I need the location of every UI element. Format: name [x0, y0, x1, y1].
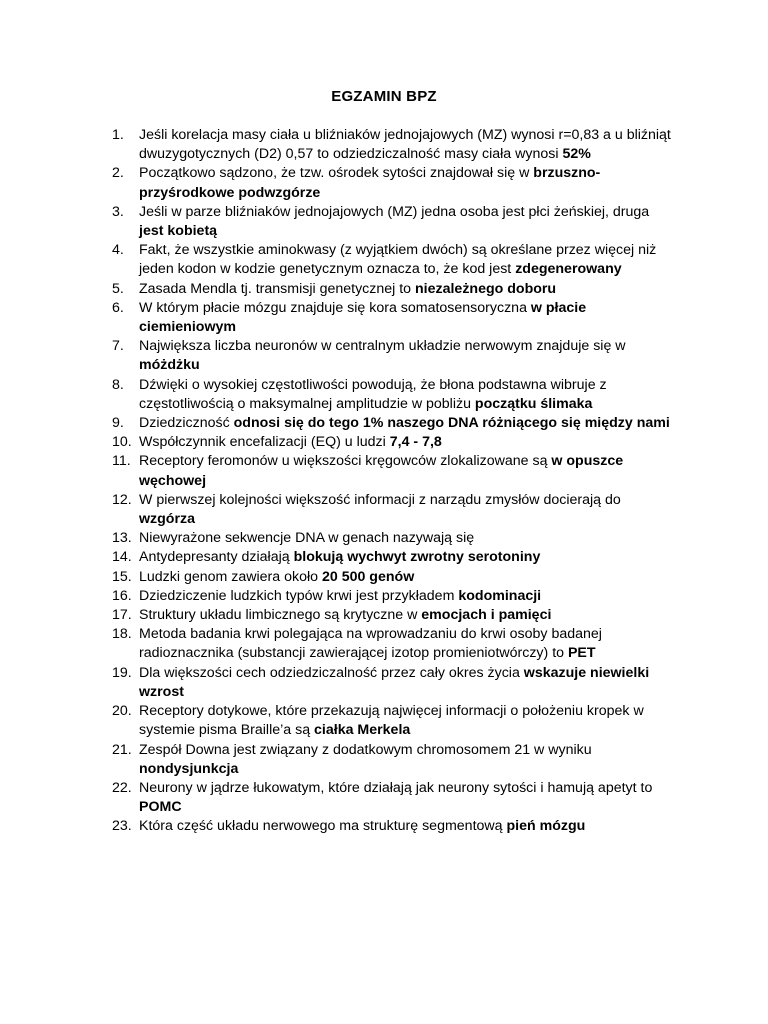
question-answer: w opuszce węchowej	[139, 453, 624, 489]
question-number: 7.	[112, 338, 124, 355]
question-answer: jest kobietą	[139, 223, 218, 240]
question-item	[112, 433, 672, 452]
question-number: 3.	[112, 203, 124, 220]
question-number: 16.	[112, 587, 132, 604]
question-prompt: Zasada Mendla tj. transmisji genetycznej to	[139, 280, 415, 297]
question-number: 15.	[112, 568, 132, 585]
question-number: 18.	[112, 626, 132, 643]
question-answer: blokują wychwyt zwrotny serotoniny	[293, 549, 541, 566]
question-number: 8.	[112, 376, 124, 393]
question-item	[112, 741, 672, 779]
question-answer: 20 500 genów	[321, 568, 415, 585]
question-item	[112, 664, 672, 702]
question-number: 10.	[112, 434, 132, 451]
question-text	[139, 530, 474, 546]
question-item	[112, 241, 672, 279]
question-prompt: Która część układu nerwowego ma strukturę segmentową	[139, 818, 507, 835]
question-number: 22.	[112, 779, 132, 796]
question-text	[139, 338, 626, 373]
question-item	[112, 702, 672, 740]
question-prompt: Fakt, że wszystkie aminokwasy (z wyjątkiem dwóch) są określane przez więcej niż jeden kodon w kodzie genetycznym oznacza to, że kod jest	[139, 242, 657, 278]
question-item	[112, 587, 672, 606]
question-text	[139, 127, 671, 162]
question-text	[139, 569, 414, 585]
question-text	[139, 818, 585, 834]
question-answer: brzuszno-przyśrodkowe podwzgórze	[139, 165, 601, 201]
question-prompt: Metoda badania krwi polegająca na wprowadzaniu do krwi osoby badanej radioznacznika (substancji zawierającej izotop promieniotwórczy) to	[139, 626, 602, 662]
question-prompt: Dla większości cech odziedziczalność przez cały okres życia	[139, 664, 524, 681]
question-prompt: Niewyrażone sekwencje DNA w genach nazywają się	[139, 530, 475, 547]
question-item	[112, 164, 672, 202]
question-answer: początku ślimaka	[474, 395, 593, 412]
question-text	[139, 453, 623, 488]
question-answer: wskazuje niewielki wzrost	[139, 664, 650, 700]
question-text	[139, 415, 670, 431]
question-prompt: Dziedziczność	[139, 415, 234, 432]
question-number: 11.	[112, 453, 131, 470]
question-item	[112, 414, 672, 433]
question-text	[139, 588, 541, 604]
question-item	[112, 203, 672, 241]
question-list	[112, 126, 672, 837]
page-title: EGZAMIN BPZ	[331, 88, 437, 105]
question-text	[139, 607, 551, 623]
question-prompt: Struktury układu limbicznego są krytyczne w	[139, 607, 422, 624]
question-text	[139, 281, 556, 297]
question-item	[112, 491, 672, 529]
question-item	[112, 548, 672, 567]
question-item	[112, 606, 672, 625]
question-number: 13.	[112, 530, 132, 547]
question-item	[112, 376, 672, 414]
question-prompt: Dziedziczenie ludzkich typów krwi jest przykładem	[139, 587, 459, 604]
question-number: 6.	[112, 299, 124, 316]
question-item	[112, 337, 672, 375]
question-text	[139, 300, 586, 335]
question-answer: emocjach i pamięci	[421, 607, 552, 624]
question-number: 5.	[112, 280, 124, 297]
question-item	[112, 817, 672, 836]
question-prompt: Współczynnik encefalizacji (EQ) u ludzi	[139, 434, 390, 451]
question-item	[112, 625, 672, 663]
question-text	[139, 434, 442, 450]
question-item	[112, 126, 672, 164]
question-number: 14.	[112, 549, 132, 566]
question-answer: zdegenerowany	[515, 261, 622, 278]
question-number: 2.	[112, 165, 124, 182]
question-text	[139, 665, 649, 700]
question-answer: niezależnego doboru	[415, 280, 557, 297]
question-answer: ciałka Merkela	[314, 722, 411, 739]
question-text	[139, 549, 540, 565]
question-prompt: Dźwięki o wysokiej częstotliwości powodują, że błona podstawna wibruje z częstotliwością o maksymalnej amplitudzie w pobliżu	[139, 376, 607, 412]
question-answer: móżdżku	[139, 357, 200, 374]
question-prompt: Receptory dotykowe, które przekazują najwięcej informacji o położeniu kropek w systemie pisma Braille’a są	[139, 703, 644, 739]
question-item	[112, 452, 672, 490]
question-answer: kodominacji	[458, 587, 542, 604]
question-number: 17.	[112, 607, 132, 624]
question-answer: pień mózgu	[506, 818, 586, 835]
question-number: 4.	[112, 242, 124, 259]
question-text	[139, 377, 607, 412]
question-prompt: Neurony w jądrze łukowatym, które działają jak neurony sytości i hamują apetyt to	[139, 779, 653, 796]
question-prompt: Jeśli korelacja masy ciała u bliźniaków jednojajowych (MZ) wynosi r=0,83 a u bliźniąt dwuzygotycznych (D2) 0,57 to odziedziczalność masy ciała wynosi	[139, 127, 671, 163]
question-item	[112, 779, 672, 817]
question-prompt: Początkowo sądzono, że tzw. ośrodek sytości znajdował się w	[139, 165, 534, 182]
question-number: 12.	[112, 491, 132, 508]
question-item	[112, 280, 672, 299]
question-text	[139, 492, 621, 527]
question-prompt: Receptory feromonów u większości kręgowców zlokalizowane są	[139, 453, 552, 470]
question-text	[139, 165, 600, 200]
question-prompt: Antydepresanty działają	[139, 549, 294, 566]
question-item	[112, 529, 672, 548]
question-item	[112, 299, 672, 337]
question-number: 23.	[112, 818, 132, 835]
question-text	[139, 742, 592, 777]
question-number: 21.	[112, 741, 132, 758]
question-answer: nondysjunkcja	[139, 760, 239, 777]
question-answer: 52%	[562, 146, 591, 163]
question-answer: PET	[567, 645, 596, 662]
question-answer: w płacie ciemieniowym	[139, 299, 587, 336]
question-prompt: W pierwszej kolejności większość informacji z narządu zmysłów docierają do	[139, 491, 621, 508]
question-answer: 7,4 - 7,8	[389, 434, 442, 451]
question-text	[139, 780, 652, 815]
question-text	[139, 626, 602, 661]
question-prompt: Zespół Downa jest związany z dodatkowym chromosomem 21 w wyniku	[139, 741, 592, 758]
question-number: 9.	[112, 415, 124, 432]
question-answer: wzgórza	[139, 511, 195, 528]
question-answer: odnosi się do tego 1% naszego DNA różniącego się między nami	[233, 415, 670, 432]
question-prompt: W którym płacie mózgu znajduje się kora somatosensoryczna	[139, 299, 531, 316]
question-text	[139, 242, 656, 277]
question-prompt: Największa liczba neuronów w centralnym układzie nerwowym znajduje się w	[139, 338, 626, 355]
question-text	[139, 204, 649, 239]
question-answer: POMC	[139, 799, 182, 816]
question-prompt: Jeśli w parze bliźniaków jednojajowych (MZ) jedna osoba jest płci żeńskiej, druga	[139, 203, 650, 220]
question-text	[139, 703, 644, 738]
question-number: 19.	[112, 664, 132, 681]
question-number: 1.	[112, 127, 124, 143]
question-number: 20.	[112, 703, 132, 720]
question-prompt: Ludzki genom zawiera około	[139, 568, 322, 585]
question-item	[112, 568, 672, 587]
